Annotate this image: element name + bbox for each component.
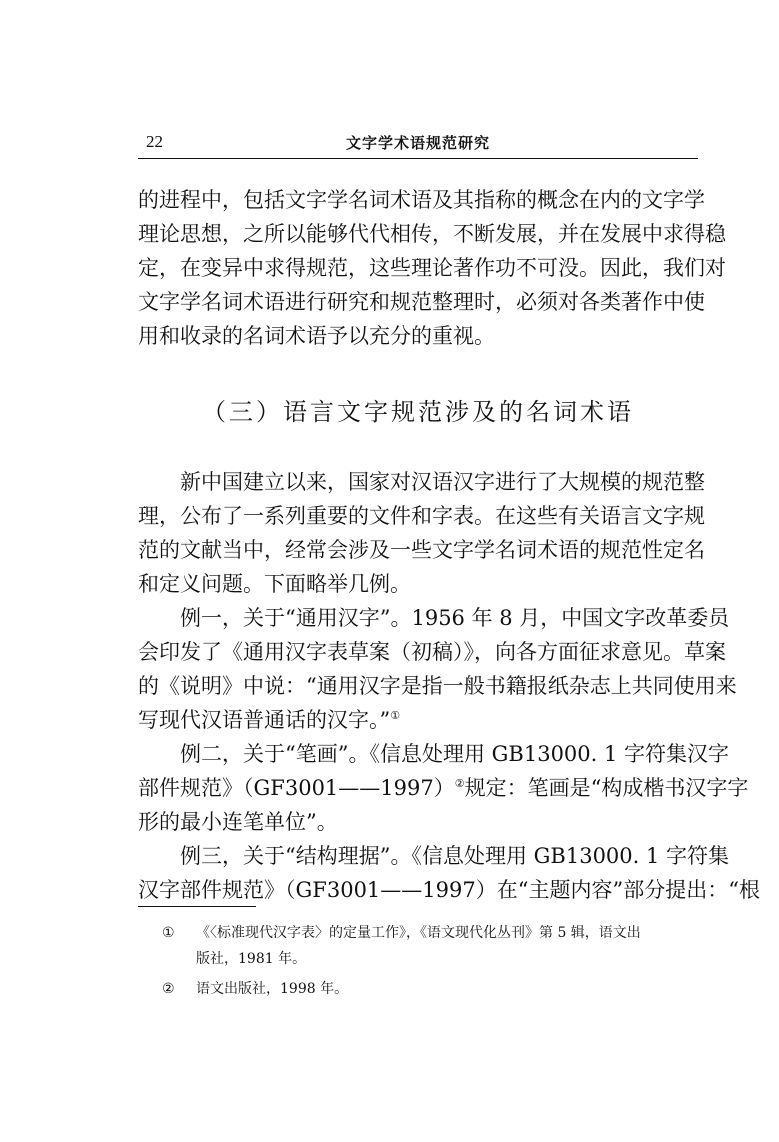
footnote-line: 《〈标准现代汉字表〉的定量工作》，《语文现代化丛刊》第 5 辑，语文出 bbox=[196, 925, 641, 941]
footnotes bbox=[138, 920, 698, 1006]
text-line: 的进程中，包括文字学名词术语及其指称的概念在内的文字学 bbox=[138, 188, 705, 212]
text-fragment: 部件规范》（GF3001——1997） bbox=[138, 776, 455, 800]
text-line: 理，公布了一系列重要的文件和字表。在这些有关语言文字规 bbox=[138, 504, 705, 528]
page-number: 22 bbox=[146, 132, 163, 151]
paragraph-example-1 bbox=[138, 601, 737, 737]
footnote-ref-1[interactable]: ① bbox=[390, 709, 401, 722]
text-line: 汉字部件规范》（GF3001——1997）在“主题内容”部分提出：“根 bbox=[138, 878, 760, 902]
text-line: 例二，关于“笔画”。《信息处理用 GB13000. 1 字符集汉字 bbox=[180, 742, 730, 766]
text-line: 和定义问题。下面略举几例。 bbox=[138, 572, 411, 596]
text-line: 文字学名词术语进行研究和规范整理时，必须对各类著作中使 bbox=[138, 290, 705, 314]
section-heading: （三）语言文字规范涉及的名词术语 bbox=[202, 398, 634, 426]
text-line: 例一，关于“通用汉字”。1956 年 8 月，中国文字改革委员 bbox=[180, 606, 730, 630]
text-line bbox=[138, 771, 749, 805]
text-line: 定，在变异中求得规范，这些理论著作功不可没。因此，我们对 bbox=[138, 256, 726, 280]
footnote-1 bbox=[138, 920, 698, 972]
footnote-line: 版社，1981 年。 bbox=[196, 951, 307, 967]
footnote-marker: ② bbox=[162, 981, 175, 997]
text-line: 例三，关于“结构理据”。《信息处理用 GB13000. 1 字符集 bbox=[180, 844, 730, 868]
footnote-separator bbox=[138, 906, 256, 907]
footnote-ref-2[interactable]: ② bbox=[454, 777, 465, 790]
text-fragment: 写现代汉语普通话的汉字。” bbox=[138, 708, 391, 732]
footnote-marker: ① bbox=[162, 925, 175, 941]
text-line: 新中国建立以来，国家对汉语汉字进行了大规模的规范整 bbox=[180, 470, 705, 494]
footnote-line: 语文出版社，1998 年。 bbox=[196, 981, 349, 997]
text-line: 会印发了《通用汉字表草案（初稿）》，向各方面征求意见。草案 bbox=[138, 640, 726, 664]
text-line: 形的最小连笔单位”。 bbox=[138, 810, 338, 834]
paragraph-intro bbox=[138, 465, 705, 601]
text-line: 范的文献当中，经常会涉及一些文字学名词术语的规范性定名 bbox=[138, 538, 705, 562]
footnote-2 bbox=[138, 976, 698, 1002]
text-line bbox=[138, 703, 698, 737]
paragraph-example-2 bbox=[138, 737, 749, 839]
text-line: 理论思想，之所以能够代代相传，不断发展，并在发展中求得稳 bbox=[138, 222, 726, 246]
running-head bbox=[138, 128, 698, 158]
text-line: 用和收录的名词术语予以充分的重视。 bbox=[138, 324, 495, 348]
text-line: 的《说明》中说：“通用汉字是指一般书籍报纸杂志上共同使用来 bbox=[138, 674, 737, 698]
paragraph-continued bbox=[138, 183, 726, 353]
header-rule bbox=[138, 158, 698, 159]
paragraph-example-3 bbox=[138, 839, 760, 907]
text-fragment: 规定：笔画是“构成楷书汉字字 bbox=[464, 776, 749, 800]
book-title: 文字学术语规范研究 bbox=[345, 134, 490, 152]
